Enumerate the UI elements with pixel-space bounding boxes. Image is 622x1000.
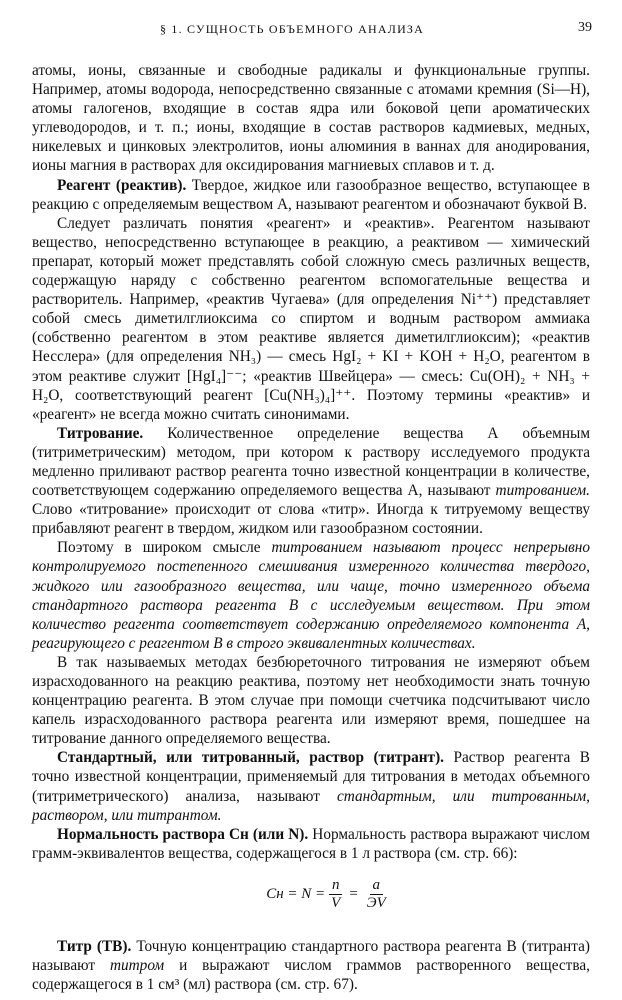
paragraph-normality-text: Нормальность раствора выражают числом грамм-эквивалентов вещества, содержащегося в 1 л раствора (см. стр. 66): <box>32 825 590 862</box>
paragraph-titer-text-b: и выражают числом граммов растворенного вещества, содержащегося в 1 см³ (мл) раствора (см. стр. 67). <box>32 957 590 994</box>
paragraph-titer-italic: титром <box>109 957 165 975</box>
paragraph-reagent-vs-reactive: Следует различать понятия «реагент» и «реактив». Реагентом называют вещество, непосредственно вступающее в реакцию, а реактивом — химический препарат, который может представлять собой сложную смесь различных веществ, содержащую наряду с собственно реагентом вспомогательные вещества и растворитель. Например, «реактив Чугаева» (для определения Ni⁺⁺) представляет собой смесь диметилглиоксима со спиртом и водным раствором аммиака (собственно реагентом в этом реактиве является диметилглиоксим); «реактив Несслера» (для определения NH₃) — смесь HgI₂ + KI + KOH + H₂O, реагентом в этом реактиве служит [HgI₄]⁻⁻; «реактив Швейцера» — смесь: Cu(OH)₂ + NH₃ + H₂O, соответствующий реагент [Cu(NH₃)₄]⁺⁺. Поэтому термины «реактив» и «реагент» не всегда можно считать синонимами. <box>32 214 590 423</box>
running-title: § 1. СУЩНОСТЬ ОБЪЕМНОГО АНАЛИЗА <box>159 22 425 36</box>
term-titration: Титрование. <box>57 424 144 442</box>
term-standard-solution: Стандартный, или титрованный, раствор (титрант). <box>57 749 444 767</box>
paragraph-titration-text-b: Слово «титрование» происходит от слова «титр». Иногда к титруемому веществу прибавляют реагент в твердом, жидком или газообразном состоянии. <box>32 501 590 538</box>
normality-formula <box>68 867 590 923</box>
paragraph-standard-solution-italic: стандартным, или титрованным, раствором, или титрантом. <box>32 787 590 824</box>
term-titer: Титр (TB). <box>57 937 132 955</box>
fraction-a-over-ev <box>364 877 389 912</box>
formula-lhs: Cн = N = <box>266 886 326 903</box>
paragraph-reagent <box>32 176 590 214</box>
fraction-denominator: V <box>331 895 341 912</box>
paragraph-buretteless: В так называемых методах безбюреточного титрования не измеряют объем израсходованного на реакцию реактива, поэтому нет необходимости знать точную концентрацию реагента. В этом случае при помощи счетчика подсчитывают число капель израсходованного раствора реагента или измеряют время, пошедшее на титрование данного определяемого вещества. <box>32 653 590 748</box>
paragraph-titer-text-a: Точную концентрацию стандартного раствора реагента B (титранта) называют <box>32 937 591 975</box>
paragraph-reagent-text: Твердое, жидкое или газообразное вещество, вступающее в реакцию с определяемым веществом А, называют реагентом и обозначают буквой В. <box>32 176 590 213</box>
paragraph-titer <box>32 937 590 994</box>
paragraph-titration <box>32 424 590 539</box>
paragraph-titration-text-a: Количественное определение вещества А объемным (титриметрическим) методом, при котором к раствору исследуемого продукта медленно приливают раствор реагента точно известной концентрации в количестве, соответствующем содержанию определяемого вещества А, называют <box>32 424 590 500</box>
fraction-denominator: ЭV <box>366 895 386 912</box>
paragraph-titration-definition <box>32 538 590 653</box>
paragraph-standard-solution <box>32 748 590 824</box>
running-head <box>32 20 592 42</box>
formula-equals: = <box>349 886 358 903</box>
paragraph-titration-definition-italic: титрованием называют процесс непрерывно контролируемого постепенного смешивания измеренного количества твердого, жидкого или газообразного вещества, или чаще, точно измеренного объема стандартного раствора реагента B с исследуемым веществом. При этом количество реагента соответствует содержанию определяемого компонента A, реагирующего с реагентом B в строго эквивалентных количествах. <box>32 539 590 652</box>
fraction-n-over-v <box>328 877 343 912</box>
paragraph-titration-italic: титрованием. <box>495 482 590 500</box>
paragraph-normality <box>32 825 590 863</box>
term-reagent: Реагент (реактив). <box>57 176 187 194</box>
paragraph-continued: атомы, ионы, связанные и свободные радикалы и функциональные группы. Например, атомы водорода, непосредственно связанные с атомами кремния (Si—H), атомы галогенов, входящие в состав ядра или боковой цепи ароматических углеводородов, и т. п.; ионы, входящие в состав растворов кадмиевых, медных, никелевых и цинковых электролитов, ионы алюминия в ваннах для анодирования, ионы магния в растворах для оксидирования магниевых сплавов и т. д. <box>32 62 590 175</box>
body-text <box>32 61 590 994</box>
paragraph-standard-solution-text: Раствор реагента B точно известной концентрации, применяемый для титрования в методах объемного (титриметрического) анализа, называют <box>32 749 590 805</box>
paragraph-titration-definition-lead: Поэтому в широком смысле <box>57 539 272 557</box>
fraction-numerator: n <box>329 877 343 895</box>
page-number: 39 <box>578 20 592 35</box>
fraction-numerator: a <box>370 877 384 895</box>
term-normality: Нормальность раствора Cн (или N). <box>57 825 309 843</box>
